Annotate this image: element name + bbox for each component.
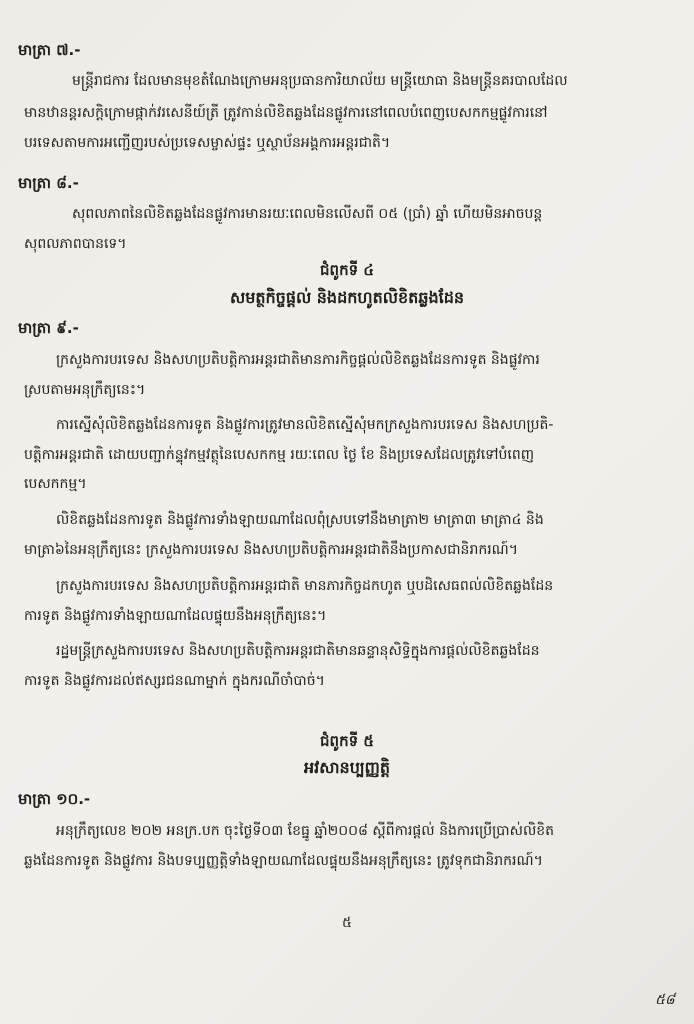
article-9-line-7: មាត្រា៦នៃអនុក្រឹត្យនេះ ក្រសួងការបរទេស និងសហប្រតិបត្តិការអន្តរជាតិនឹងប្រកាសជានិរាករណ៍។	[24, 542, 518, 558]
article-9-line-11: ការទូត និងផ្លូវការដល់ឥស្សរជនណាម្នាក់ ក្នុងករណីចាំបាច់។	[24, 673, 325, 689]
article-9-line-5: បេសកកម្ម។	[24, 476, 87, 492]
chapter-4-number: ជំពូកទី ៤	[320, 261, 374, 279]
article-9-line-8: ក្រសួងការបរទេស និងសហប្រតិបត្តិការអន្តរជាតិ មានភារកិច្ចដកហូត ឬបដិសេធពល់លិខិតឆ្លងដែន	[56, 578, 554, 594]
page-number: ៥	[342, 915, 352, 931]
article-10-line-1: អនុក្រឹត្យលេខ ២០២ អនក្រ.បក ចុះថ្ងៃទី០៣ ខែធ្នូ ឆ្នាំ២០០៨ ស្តីពីការផ្តល់ និងការប្រើប្រាស់លិខិត	[56, 823, 555, 839]
article-7-line-3: បរទេសតាមការអញ្ជើញរបស់ប្រទេសម្ចាស់ផ្ទះ ឬស្ថាប័នអង្គការអន្តរជាតិ។	[24, 135, 391, 151]
article-8-line-1: សុពលភាពនៃលិខិតឆ្លងដែនផ្លូវការមានរយៈពេលមិនលើសពី ០៥ (ប្រាំ) ឆ្នាំ ហើយមិនអាចបន្ត	[72, 206, 543, 222]
chapter-4-title: សមត្ថកិច្ចផ្តល់ និងដកហូតលិខិតឆ្លងដែន	[229, 288, 465, 307]
article-9-line-3: ការស្នើសុំលិខិតឆ្លងដែនការទូត និងផ្លូវការត្រូវមានលិខិតស្នើសុំមកក្រសួងការបរទេស និងសហប្រតិ-	[56, 417, 554, 433]
article-9-line-4: បត្តិការអន្តរជាតិ ដោយបញ្ជាក់ន្ទុវកម្មវត្ថុនៃបេសកកម្ម រយៈពេល ថ្ងៃ ខែ និងប្រទេសដែលត្រូវទៅបំពេញ	[24, 447, 535, 463]
corner-page-mark: ៥៨	[655, 992, 675, 1008]
article-8-line-2: សុពលភាពបានទេ។	[24, 236, 127, 252]
article-10-heading: មាត្រា ១០.-	[18, 790, 91, 808]
article-9-line-10: រដ្ឋមន្ត្រីក្រសួងការបរទេស និងសហប្រតិបត្តិការអន្តរជាតិមានឆន្ទានុសិទ្ធិក្នុងការផ្តល់លិខិតឆ្លងដែន	[56, 643, 540, 659]
article-9-line-2: ស្របតាមអនុក្រឹត្យនេះ។	[24, 382, 146, 398]
article-7-line-1: មន្ត្រីរាជការ ដែលមានមុខតំណែងក្រោមអនុប្រធានការិយាល័យ មន្ត្រីយោធា និងមន្ត្រីនគរបាលដែល	[72, 73, 568, 89]
article-9-line-1: ក្រសួងការបរទេស និងសហប្រតិបត្តិការអន្តរជាតិមានភារកិច្ចផ្តល់លិខិតឆ្លងដែនការទូត និងផ្លូវការ	[56, 352, 540, 368]
chapter-5-title: អវសានប្បញ្ញត្តិ	[303, 758, 390, 777]
article-9-heading: មាត្រា ៩.-	[18, 319, 79, 337]
article-7-heading: មាត្រា ៧.-	[18, 41, 81, 59]
article-9-line-6: លិខិតឆ្លងដែនការទូត និងផ្លូវការទាំងឡាយណាដែលពុំស្របទៅនឹងមាត្រា២ មាត្រា៣ មាត្រា៤ និង	[56, 512, 544, 528]
article-8-heading: មាត្រា ៨.-	[18, 174, 79, 192]
chapter-5-number: ជំពូកទី ៥	[320, 732, 374, 750]
article-10-line-2: ឆ្លងដែនការទូត និងផ្លូវការ និងបទប្បញ្ញត្តិទាំងឡាយណាដែលផ្ទុយនឹងអនុក្រឹត្យនេះ ត្រូវទុកជានិរាករណ៍។	[24, 853, 543, 869]
article-7-line-2: មានឋានន្តរសក្តិក្រោមផ្កាក់វរសេនីយ៍ត្រី ត្រូវកាន់លិខិតឆ្លងដែនផ្លូវការនៅពេលបំពេញបេសកកម្មផ្លូវការនៅ	[24, 105, 548, 121]
article-9-line-9: ការទូត និងផ្លូវការទាំងឡាយណាដែលផ្ទុយនឹងអនុក្រឹត្យនេះ។	[24, 608, 327, 624]
